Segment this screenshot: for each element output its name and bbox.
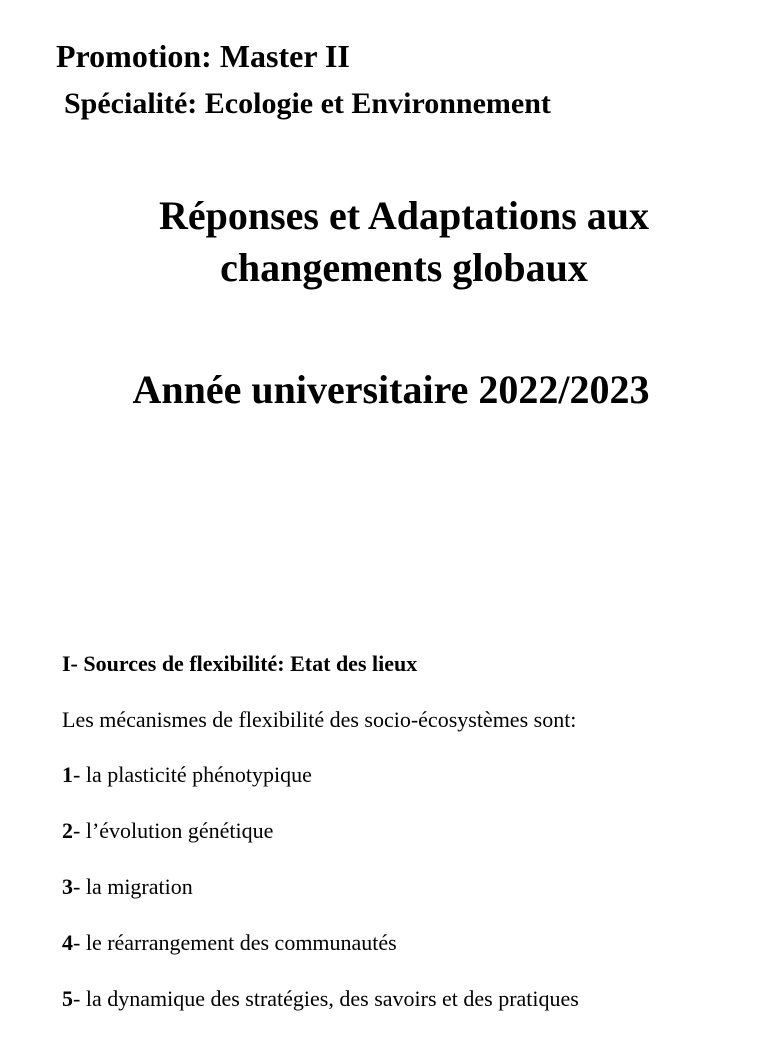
title-line-1: Réponses et Adaptations aux [158, 193, 650, 238]
list-item-text: - la plasticité phénotypique [73, 762, 312, 787]
list-item-text: - la migration [73, 874, 193, 899]
list-item-number: 2 [62, 818, 73, 843]
list-item-text: - l’évolution génétique [73, 818, 274, 843]
list-item-number: 3 [62, 874, 73, 899]
list-item [62, 761, 579, 789]
list-item-number: 5 [62, 986, 73, 1011]
list-item-text: - la dynamique des stratégies, des savoirs et des pratiques [73, 986, 579, 1011]
section-heading: I- Sources de flexibilité: Etat des lieux [62, 651, 418, 676]
list-item-text: - le réarrangement des communautés [73, 930, 397, 955]
specialite-line: Spécialité: Ecologie et Environnement [64, 87, 551, 120]
academic-year: Année universitaire 2022/2023 [132, 367, 650, 412]
list-item [62, 873, 579, 901]
promotion-line: Promotion: Master II [56, 38, 350, 74]
mechanism-list [62, 761, 579, 1041]
list-item [62, 985, 579, 1013]
title-line-2: changements globaux [220, 245, 588, 290]
list-item [62, 817, 579, 845]
document-title [0, 190, 768, 294]
list-item-number: 1 [62, 762, 73, 787]
list-item-number: 4 [62, 930, 73, 955]
list-item [62, 929, 579, 957]
section-intro: Les mécanismes de flexibilité des socio-écosystèmes sont: [62, 707, 577, 732]
